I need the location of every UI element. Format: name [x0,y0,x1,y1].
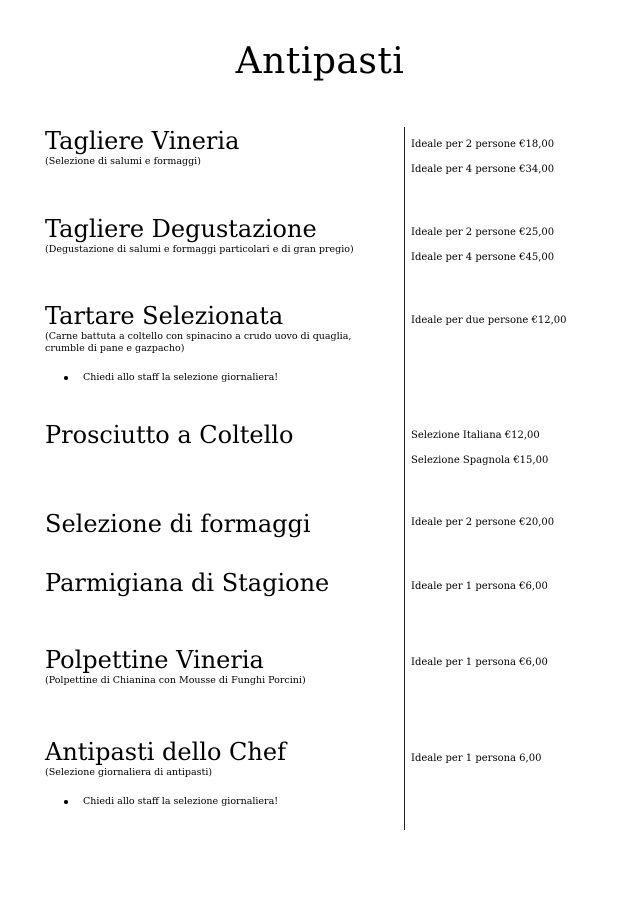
bullet-icon [64,800,68,804]
page-title: Antipasti [235,41,405,82]
price-line: Selezione Spagnola €15,00 [411,455,549,466]
item-name: Antipasti dello Chef [45,738,286,766]
price-line: Ideale per 1 persona €6,00 [411,581,548,592]
menu-item-parmigiana-di-stagione [45,568,395,598]
menu-item-polpettine-vineria [45,645,395,687]
item-prices-tartare-selezionata [411,314,626,339]
item-name: Selezione di formaggi [45,510,311,538]
item-prices-tagliere-vineria [411,138,626,188]
price-line: Ideale per 4 persone €34,00 [411,164,555,175]
menu-item-tagliere-vineria [45,126,395,168]
price-line: Ideale per due persone €12,00 [411,315,567,326]
item-note [45,796,395,808]
item-description: (Selezione di salumi e formaggi) [45,156,201,167]
price-line: Ideale per 1 persona 6,00 [411,753,542,764]
item-prices-prosciutto-a-coltello [411,429,626,479]
item-name: Tagliere Vineria [45,127,240,155]
item-prices-antipasti-dello-chef [411,752,626,777]
item-description: (Polpettine di Chianina con Mousse di Funghi Porcini) [45,675,306,686]
item-description: (Carne battuta a coltello con spinacino a crudo uovo di quaglia, crumble di pane e gazpacho) [45,331,352,354]
item-prices-selezione-di-formaggi [411,516,626,541]
price-line: Selezione Italiana €12,00 [411,430,540,441]
column-divider [404,127,405,830]
item-note [45,372,395,384]
price-line: Ideale per 4 persone €45,00 [411,252,555,263]
item-prices-parmigiana-di-stagione [411,580,626,605]
menu-item-prosciutto-a-coltello [45,420,395,450]
item-name: Polpettine Vineria [45,646,264,674]
price-line: Ideale per 2 persone €20,00 [411,517,555,528]
item-prices-polpettine-vineria [411,656,626,681]
item-prices-tagliere-degustazione [411,226,626,276]
item-description: (Degustazione di salumi e formaggi particolari e di gran pregio) [45,244,354,255]
item-name: Prosciutto a Coltello [45,421,294,449]
item-note-text: Chiedi allo staff la selezione giornaliera! [83,796,279,807]
menu-item-tagliere-degustazione [45,214,395,256]
bullet-icon [64,376,68,380]
price-line: Ideale per 2 persone €25,00 [411,227,555,238]
menu-item-selezione-di-formaggi [45,509,395,539]
item-description: (Selezione giornaliera di antipasti) [45,767,213,778]
price-line: Ideale per 1 persona €6,00 [411,657,548,668]
item-name: Tartare Selezionata [45,302,284,330]
item-name: Parmigiana di Stagione [45,569,330,597]
menu-item-antipasti-dello-chef [45,737,395,808]
item-name: Tagliere Degustazione [45,215,317,243]
item-note-text: Chiedi allo staff la selezione giornaliera! [83,372,279,383]
menu-item-tartare-selezionata [45,301,395,384]
price-line: Ideale per 2 persone €18,00 [411,139,555,150]
